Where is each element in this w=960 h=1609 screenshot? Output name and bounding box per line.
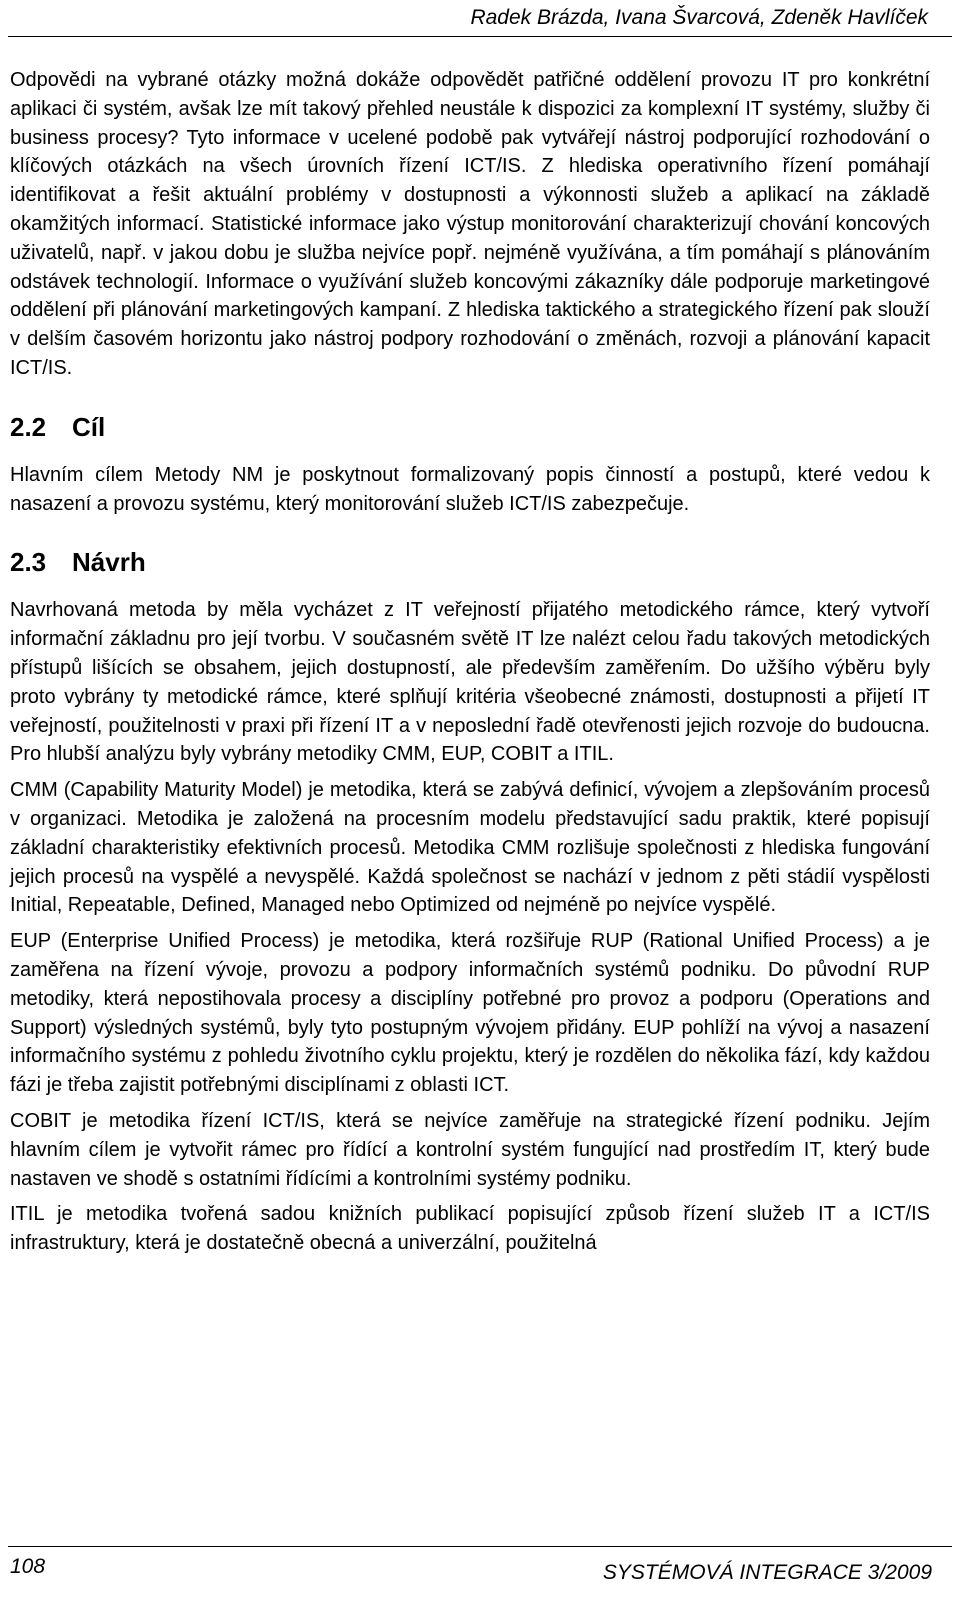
section-2-3-paragraph-cmm: CMM (Capability Maturity Model) je metodika, která se zabývá definicí, vývojem a zlepšováním procesů v organizaci. Metodika je založená na procesním modelu představující sadu praktik, které popisují základní charakteristiky efektivních procesů. Metodika CMM rozlišuje společnosti z hlediska fungování jejich procesů na vyspělé a nevyspělé. Každá společnost se nachází v jednom z pěti stádií vyspělosti Initial, Repeatable, Defined, Managed nebo Optimized od nejméně po nejvíce vyspělé. [10,779,930,917]
page-number: 108 [10,1555,46,1578]
section-number: 2.3 [10,547,47,578]
journal-name: SYSTÉMOVÁ INTEGRACE 3/2009 [602,1561,932,1584]
page-content [10,66,930,1258]
section-2-3-paragraph-cobit: COBIT je metodika řízení ICT/IS, která se nejvíce zaměřuje na strategické řízení podniku. Jejím hlavním cílem je vytvořit rámec pro řídící a kontrolní systém fungující nad prostředím IT, který bude nastaven ve shodě s ostatními řídícími a kontrolními systémy podniku. [10,1109,930,1190]
section-2-2-paragraph: Hlavním cílem Metody NM je poskytnout formalizovaný popis činností a postupů, které vedou k nasazení a provozu systému, který monitorování služeb ICT/IS zabezpečuje. [10,463,930,515]
section-2-3-paragraph-itil: ITIL je metodika tvořená sadou knižních publikací popisující způsob řízení služeb IT a ICT/IS infrastruktury, která je dostatečně obecná a univerzální, použitelná [10,1203,930,1255]
section-2-3-paragraph-design: Navrhovaná metoda by měla vycházet z IT veřejností přijatého metodického rámce, který vytvoří informační základnu pro její tvorbu. V současném světě IT lze nalézt celou řadu takových metodických přístupů lišících se obsahem, jejich dostupností, ale především zaměřením. Do užšího výběru byly proto vybrány ty metodické rámce, které splňují kritéria všeobecné známosti, dostupnosti a přijetí IT veřejností, použitelnosti v praxi při řízení IT a v neposlední řadě otevřenosti jejich rozvoje do budoucna. Pro hlubší analýzu byly vybrány metodiky CMM, EUP, COBIT a ITIL. [10,599,930,766]
section-2-3-paragraph-eup: EUP (Enterprise Unified Process) je metodika, která rozšiřuje RUP (Rational Unified Process) a je zaměřena na řízení vývoje, provozu a podpory informačních systémů podniku. Do původní RUP metodiky, která nepostihovala procesy a disciplíny potřebné pro provoz a podporu (Operations and Support) výsledných systémů, byly tyto postupným vývojem přidány. EUP pohlíží na vývoj a nasazení informačního systému z pohledu životního cyklu projektu, který je rozdělen do několika fází, kdy každou fázi je třeba zajistit potřebnými disciplínami z oblasti ICT. [10,930,930,1097]
running-header-authors: Radek Brázda, Ivana Švarcová, Zdeněk Havlíček [470,6,928,29]
section-number: 2.2 [10,411,47,442]
section-title: Návrh [72,547,146,578]
section-heading-2-3 [10,546,930,578]
section-heading-2-2 [10,411,930,443]
section-title: Cíl [72,411,106,442]
intro-paragraph: Odpovědi na vybrané otázky možná dokáže odpovědět patřičné oddělení provozu IT pro konkrétní aplikaci či systém, avšak lze mít takový přehled neustále k dispozici za komplexní IT systémy, služby či business procesy? Tyto informace v ucelené podobě pak vytvářejí nástroj podporující rozhodování o klíčových otázkách na všech úrovních řízení ICT/IS. Z hlediska operativního řízení pomáhají identifikovat a řešit aktuální problémy v dostupnosti a výkonnosti služeb a aplikací na základě okamžitých informací. Statistické informace jako výstup monitorování charakterizují chování koncových uživatelů, např. v jakou dobu je služba nejvíce popř. nejméně využívána, a tím pomáhají s plánováním odstávek technologií. Informace o využívání služeb koncovými zákazníky dále podporuje marketingové oddělení při plánování marketingových kampaní. Z hlediska taktického a strategického řízení pak slouží v delším časovém horizontu jako nástroj podpory rozhodování o změnách, rozvoji a plánování kapacit ICT/IS. [10,69,930,379]
header-divider [8,36,952,37]
footer-divider [8,1546,952,1547]
